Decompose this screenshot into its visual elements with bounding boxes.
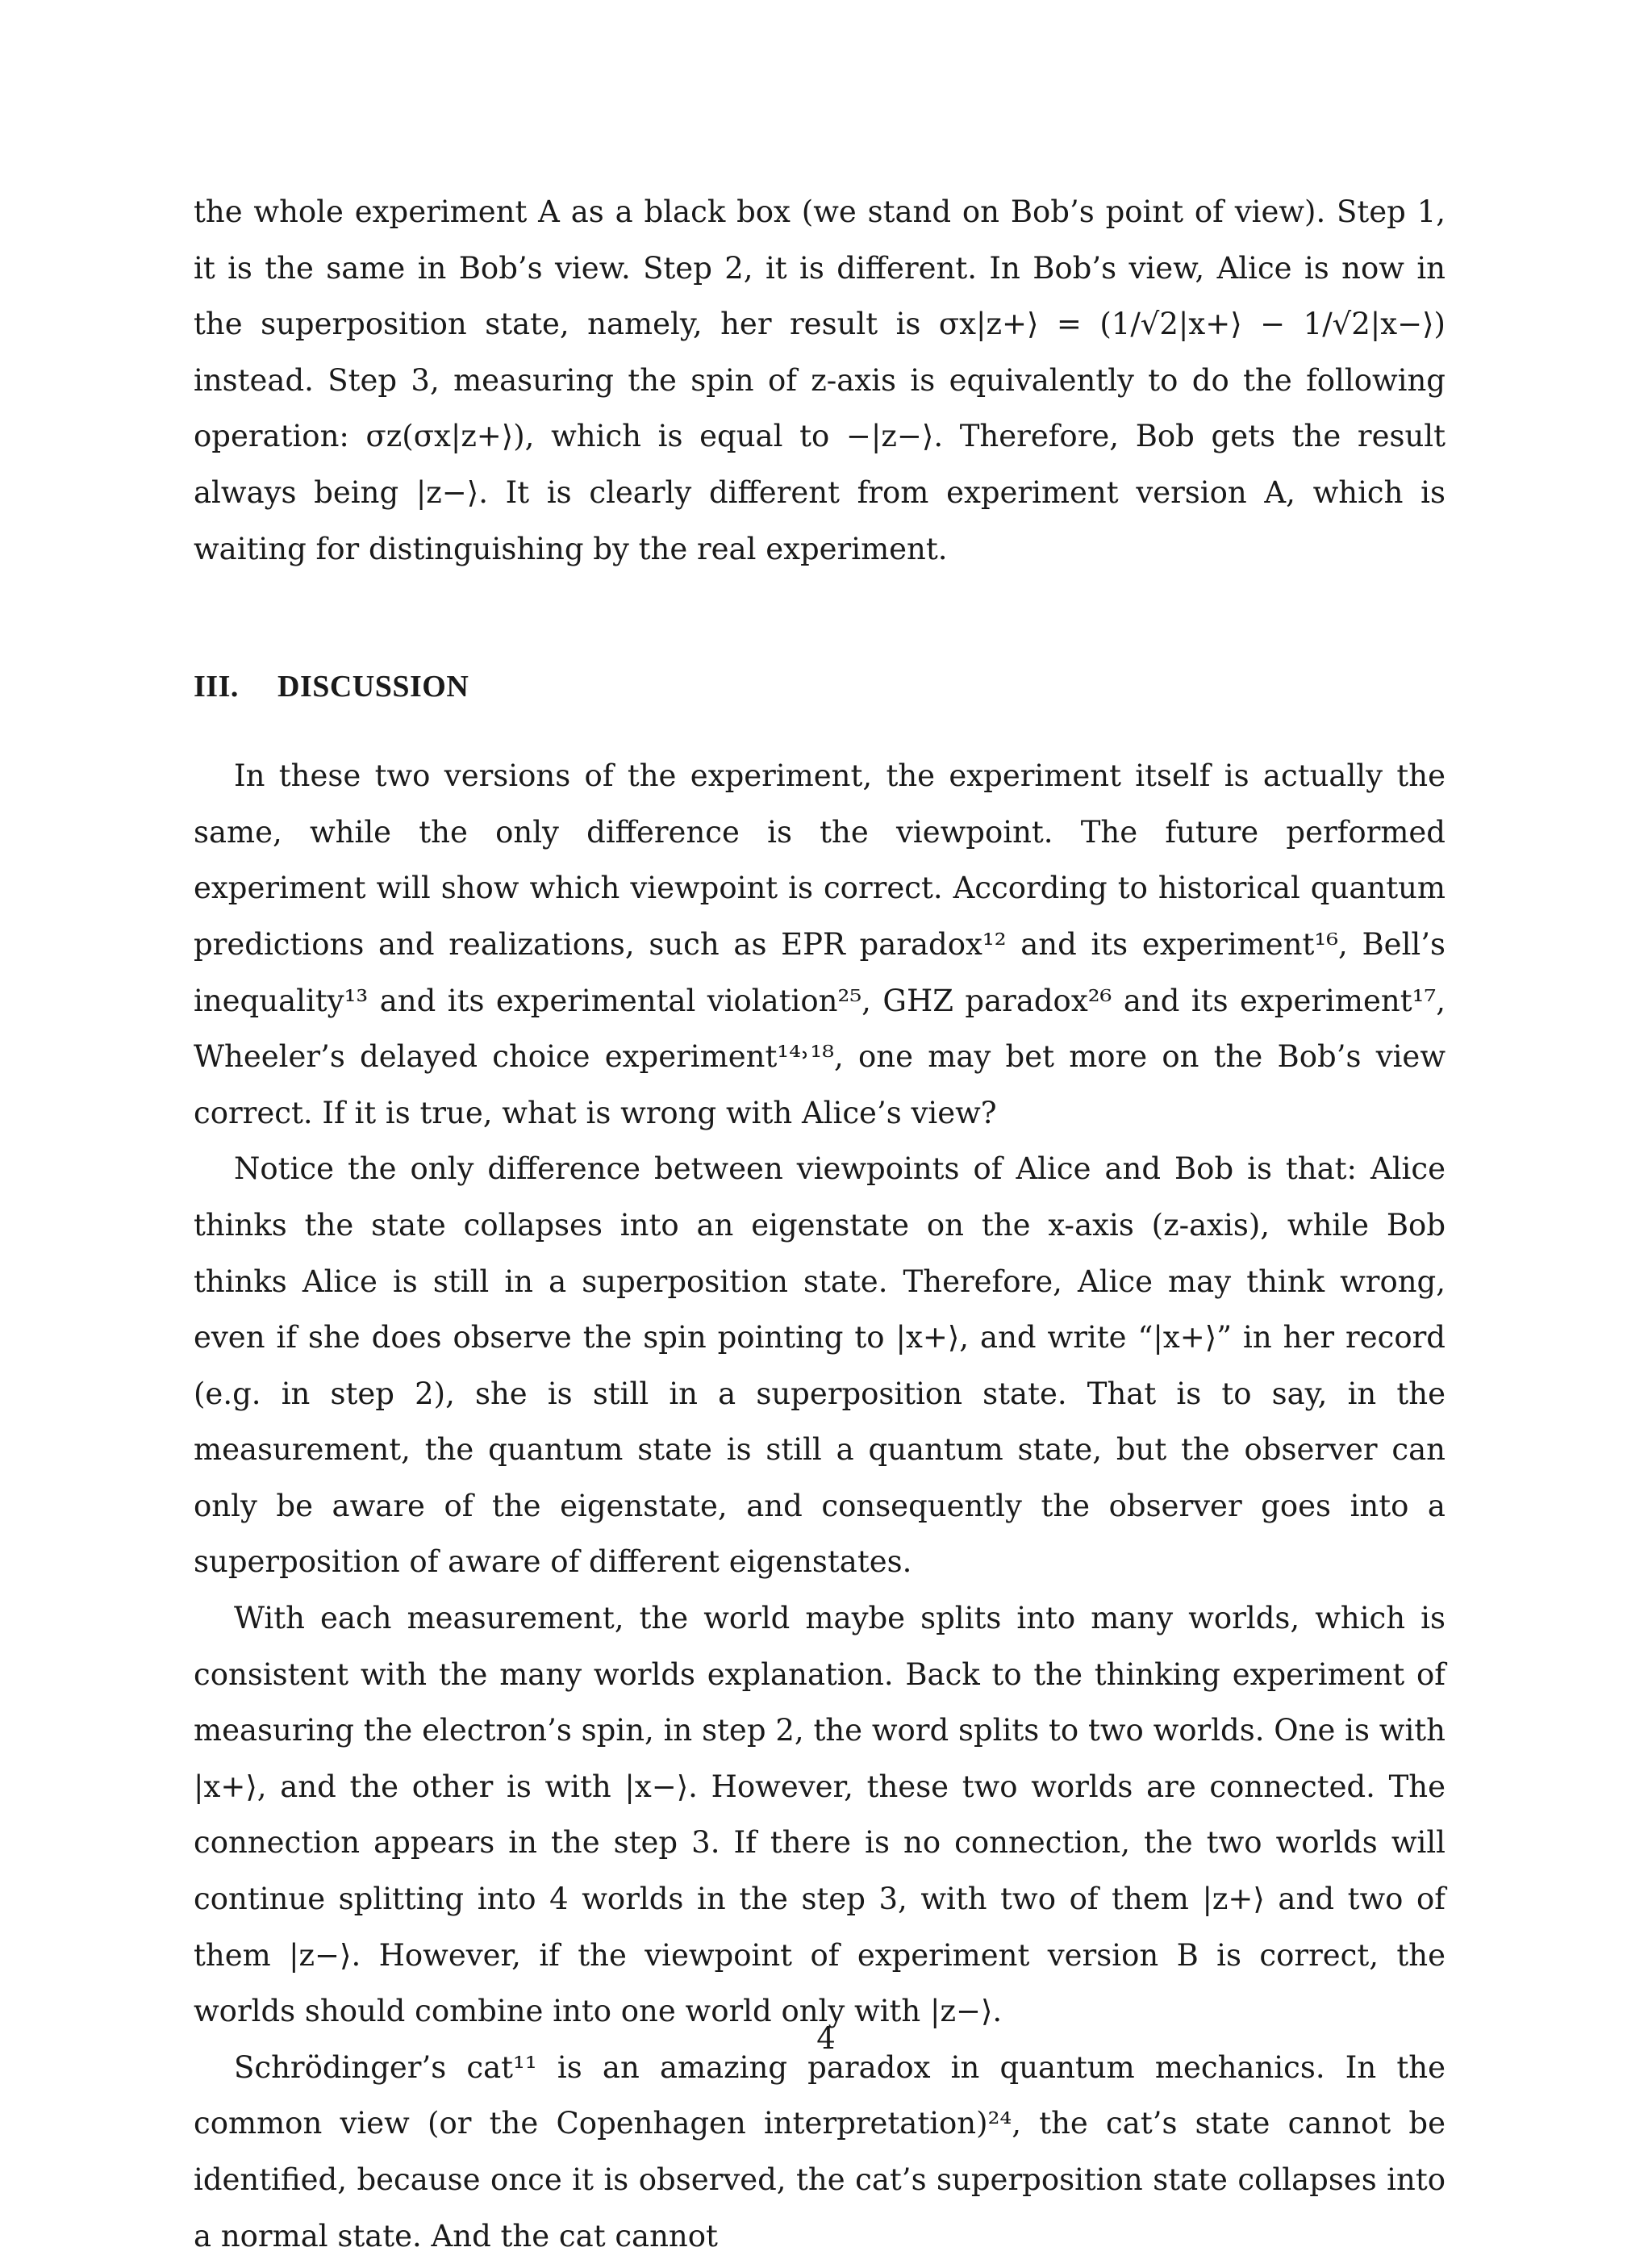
paragraph-discussion-1: In these two versions of the experiment, the experiment itself is actually the same, while the only difference is the viewpoint. The future performed experiment will show which viewpoint is correct. According to historical quantum predictions and realizations, such as EPR paradox¹² and its experiment¹⁶, Bell’s inequality¹³ and its experimental violation²⁵, GHZ paradox²⁶ and its experiment¹⁷, Wheeler’s delayed choice experiment¹⁴˒¹⁸, one may bet more on the Bob’s view correct. If it is true, what is wrong with Alice’s view? (194, 758, 1446, 1130)
paragraph-discussion-4: Schrödinger’s cat¹¹ is an amazing paradox in quantum mechanics. In the common view (or the Copenhagen interpretation)²⁴, the cat’s state cannot be identified, because once it is observed, the cat’s superposition state collapses into a normal state. And the cat cannot (194, 2049, 1446, 2254)
paragraph-discussion-2: Notice the only difference between viewpoints of Alice and Bob is that: Alice thinks the state collapses into an eigenstate on the x-axis (z-axis), while Bob thinks Alice is still in a superposition state. Therefore, Alice may think wrong, even if she does observe the spin pointing to |x+⟩, and write “|x+⟩” in her record (e.g. in step 2), she is still in a superposition state. That is to say, in the measurement, the quantum state is still a quantum state, but the observer can only be aware of the eigenstate, and consequently the observer goes into a superposition of aware of different eigenstates. (194, 1151, 1446, 1580)
paragraph-discussion-3: With each measurement, the world maybe splits into many worlds, which is consistent with the many worlds explanation. Back to the thinking experiment of measuring the electron’s spin, in step 2, the word splits to two worlds. One is with |x+⟩, and the other is with |x−⟩. However, these two worlds are connected. The connection appears in the step 3. If there is no connection, the two worlds will continue splitting into 4 worlds in the step 3, with two of them |z+⟩ and two of them |z−⟩. However, if the viewpoint of experiment version B is correct, the worlds should combine into one world only with |z−⟩. (194, 1601, 1446, 2029)
page-number: 4 (816, 2021, 836, 2056)
page-body (194, 184, 1446, 2264)
continued-paragraph: the whole experiment A as a black box (we stand on Bob’s point of view). Step 1, it is the same in Bob’s view. Step 2, it is different. In Bob’s view, Alice is now in the superposition state, namely, her result is σx|z+⟩ = (1/√2|x+⟩ − 1/√2|x−⟩) instead. Step 3, measuring the spin of z-axis is equivalently to do the following operation: σz(σx|z+⟩), which is equal to −|z−⟩. Therefore, Bob gets the result always being |z−⟩. It is clearly different from experiment version A, which is waiting for distinguishing by the real experiment. (194, 194, 1446, 566)
section-title: DISCUSSION (277, 670, 469, 704)
section-heading (194, 667, 1446, 706)
section-number: III. (194, 670, 239, 704)
